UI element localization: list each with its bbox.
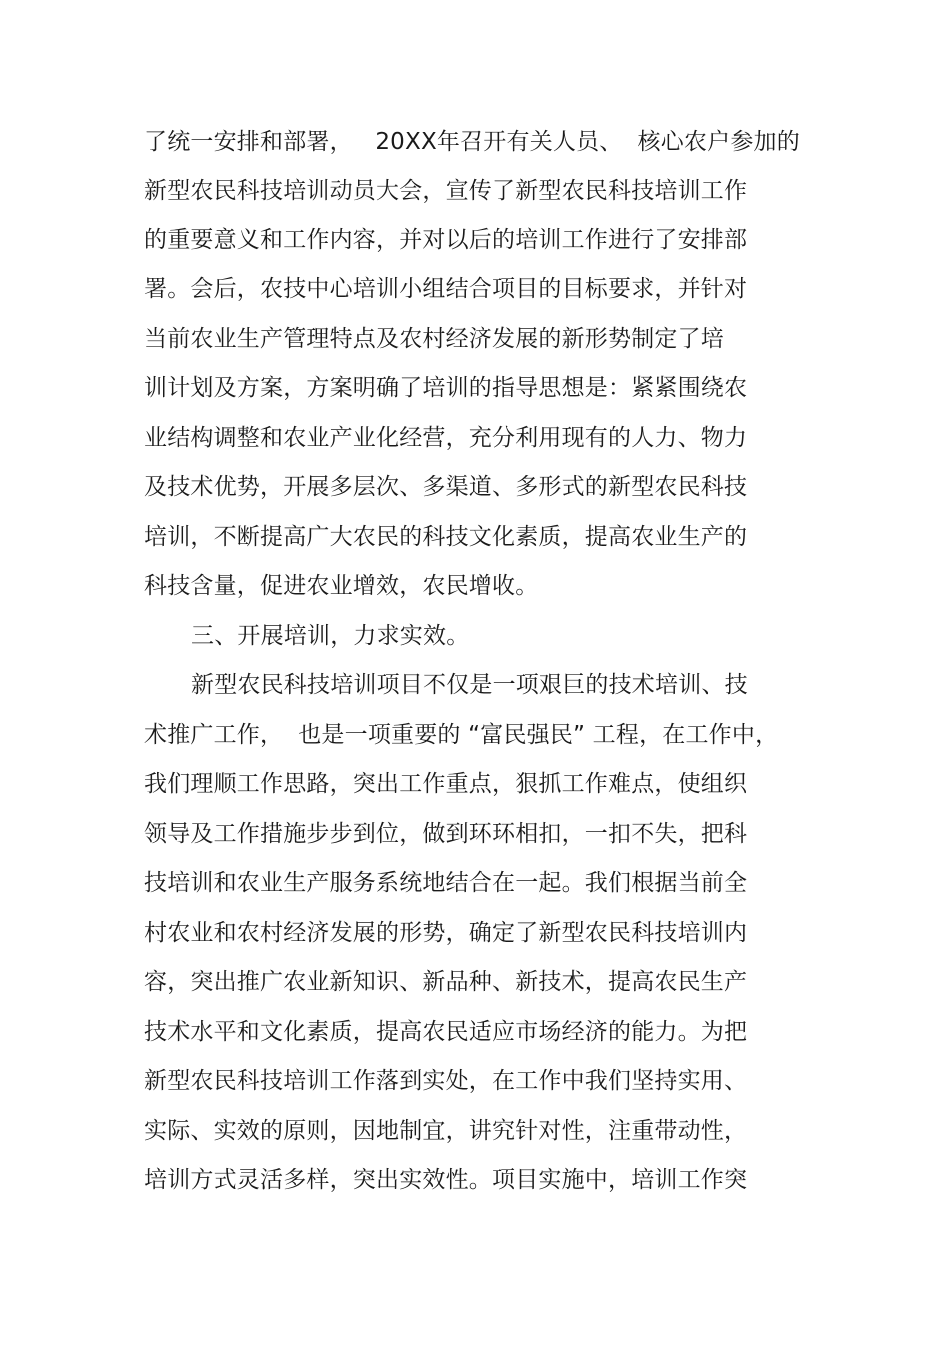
text-line-5: 当前农业生产管理特点及农村经济发展的新形势制定了培 [144,326,724,352]
section-heading: 三、开展培训，力求实效。 [191,623,470,649]
text-line-1: 了统一安排和部署， 20XX年召开有关人员、 核心农户参加的 [144,129,800,155]
text-line-7: 业结构调整和农业产业化经营，充分利用现有的人力、物力 [144,425,748,451]
text-line-12: 新型农民科技培训项目不仅是一项艰巨的技术培训、技 [191,672,748,698]
text-line-3: 的重要意义和工作内容，并对以后的培训工作进行了安排部 [144,227,748,253]
text-line-16: 技培训和农业生产服务系统地结合在一起。我们根据当前全 [144,870,748,896]
text-line-6: 训计划及方案，方案明确了培训的指导思想是：紧紧围绕农 [144,375,748,401]
text-line-19: 技术水平和文化素质，提高农民适应市场经济的能力。为把 [144,1019,748,1045]
text-line-10: 科技含量，促进农业增效，农民增收。 [144,573,539,599]
text-line-13: 术推广工作， 也是一项重要的 “富民强民” 工程，在工作中， [144,722,779,748]
text-line-8: 及技术优势，开展多层次、多渠道、多形式的新型农民科技 [144,474,748,500]
text-line-9: 培训，不断提高广大农民的科技文化素质，提高农业生产的 [144,524,748,550]
text-line-21: 实际、实效的原则，因地制宜，讲究针对性，注重带动性， [144,1118,748,1144]
text-line-22: 培训方式灵活多样，突出实效性。项目实施中，培训工作突 [144,1167,748,1193]
text-line-17: 村农业和农村经济发展的形势，确定了新型农民科技培训内 [144,920,748,946]
text-line-20: 新型农民科技培训工作落到实处，在工作中我们坚持实用、 [144,1068,748,1094]
text-line-15: 领导及工作措施步步到位，做到环环相扣，一扣不失，把科 [144,821,748,847]
text-line-18: 容，突出推广农业新知识、新品种、新技术，提高农民生产 [144,969,748,995]
text-line-4: 署。会后，农技中心培训小组结合项目的目标要求，并针对 [144,276,748,302]
text-line-2: 新型农民科技培训动员大会，宣传了新型农民科技培训工作 [144,178,748,204]
text-line-14: 我们理顺工作思路，突出工作重点，狠抓工作难点，使组织 [144,771,748,797]
